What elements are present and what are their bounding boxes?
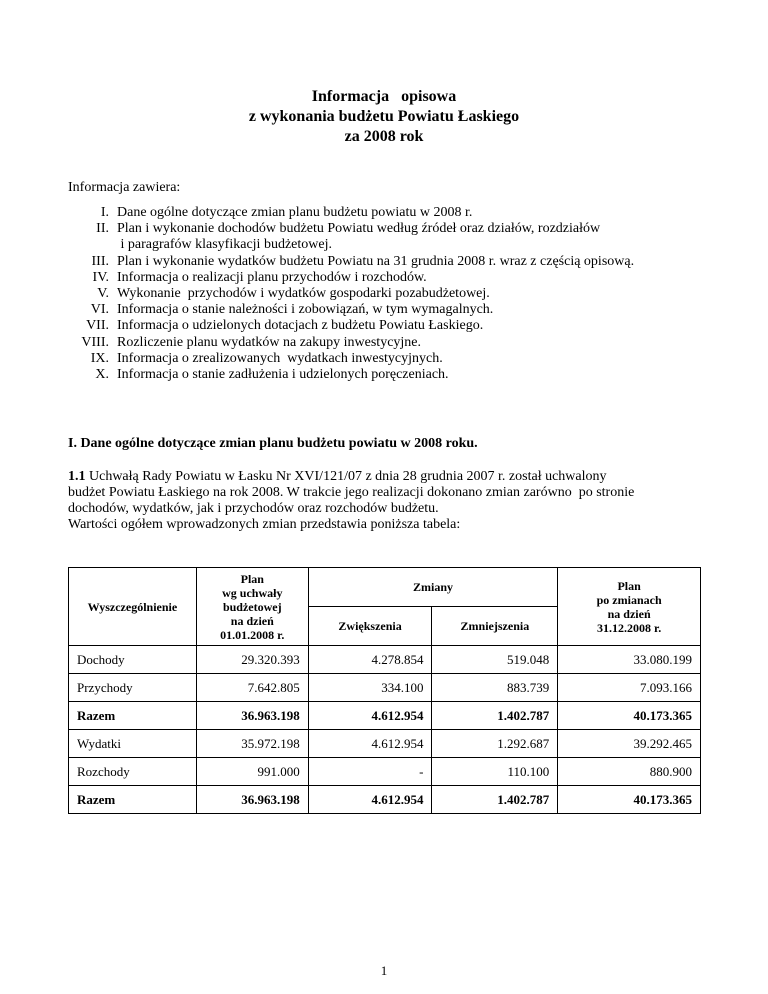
cell-plan: 36.963.198 [196,702,308,730]
cell-plan: 36.963.198 [196,786,308,814]
cell-label: Przychody [69,674,197,702]
cell-decrease: 519.048 [432,646,558,674]
toc-text: Plan i wykonanie dochodów budżetu Powiatu według źródeł oraz działów, rozdziałów [117,221,601,237]
table-row [69,758,701,786]
cell-decrease: 883.739 [432,674,558,702]
toc-item [60,270,717,286]
cell-plan: 991.000 [196,758,308,786]
header-plan-initial-l5: 01.01.2008 r. [220,627,285,642]
toc-item [60,221,717,237]
toc-text: Plan i wykonanie wydatków budżetu Powiatu na 31 grudnia 2008 r. wraz z częścią opisową. [117,253,635,269]
toc-text: i paragrafów klasyfikacji budżetowej. [117,237,332,253]
intro-text: Informacja zawiera: [68,180,181,195]
toc-item [60,351,717,367]
page-number: 1 [380,963,388,978]
toc-number: III. [91,253,109,269]
header-plan-after [558,568,701,646]
toc-number: IV. [92,269,109,285]
toc-item [60,335,717,351]
header-wyszczegolnienie: Wyszczególnienie [69,568,197,646]
paragraph-line-4: Wartości ogółem wprowadzonych zmian przedstawia poniższa tabela: [68,517,461,532]
toc-item [60,318,717,334]
title-line-2: z wykonania budżetu Powiatu Łaskiego [248,108,520,125]
cell-label: Rozchody [69,758,197,786]
paragraph-line-3: dochodów, wydatków, jak i przychodów oraz rozchodów budżetu. [68,501,439,516]
cell-after: 39.292.465 [558,730,701,758]
cell-label: Razem [69,786,197,814]
cell-after: 40.173.365 [558,786,701,814]
table-row-total [69,786,701,814]
header-zmniejszenia: Zmniejszenia [432,607,558,646]
cell-plan: 29.320.393 [196,646,308,674]
paragraph-text-1: Uchwałą Rady Powiatu w Łasku Nr XVI/121/07 z dnia 28 grudnia 2007 r. został uchwalony [85,469,607,484]
paragraph-line-1 [68,469,700,485]
cell-after: 33.080.199 [558,646,701,674]
table-row-total [69,702,701,730]
header-plan-initial-l2: wg uchwały [222,585,283,600]
document-title [0,87,768,147]
cell-increase: 334.100 [308,674,432,702]
toc-item [60,367,717,383]
header-plan-after-l3: na dzień [607,606,651,621]
cell-increase: - [308,758,432,786]
section-paragraph [68,469,700,533]
toc-text: Rozliczenie planu wydatków na zakupy inwestycyjne. [117,334,422,350]
toc-number: I. [100,205,109,220]
header-plan-initial-l1: Plan [240,571,264,586]
toc-item [60,254,717,270]
cell-decrease: 110.100 [432,758,558,786]
budget-changes-table [68,567,701,814]
toc-number: II. [96,221,109,237]
header-plan-after-l2: po zmianach [596,592,662,607]
cell-plan: 7.642.805 [196,674,308,702]
cell-increase: 4.612.954 [308,730,432,758]
header-plan-initial-l4: na dzień [230,613,274,628]
title-line-3: za 2008 rok [344,128,424,145]
toc-number: V. [97,286,109,302]
table-row [69,730,701,758]
toc-item [60,302,717,318]
section-heading: I. Dane ogólne dotyczące zmian planu budżetu powiatu w 2008 roku. [68,436,478,451]
header-plan-after-l1: Plan [617,578,641,593]
toc-number: X. [95,367,109,383]
table-row [69,674,701,702]
toc-text: Informacja o stanie zadłużenia i udzielonych poręczeniach. [117,367,449,383]
cell-after: 880.900 [558,758,701,786]
toc-text: Informacja o zrealizowanych wydatkach inwestycyjnych. [117,350,443,366]
cell-decrease: 1.292.687 [432,730,558,758]
toc-number: IX. [90,350,109,366]
toc-item [60,237,717,253]
toc-number: VIII. [81,334,109,350]
cell-after: 40.173.365 [558,702,701,730]
toc-number: VII. [86,318,109,334]
paragraph-line-2: budżet Powiatu Łaskiego na rok 2008. W trakcie jego realizacji dokonano zmian zarówno po stronie [68,485,635,500]
table-row [69,646,701,674]
header-plan-initial-l3: budżetowej [222,599,282,614]
paragraph-number: 1.1 [68,469,86,484]
toc-item [60,205,717,221]
toc-text: Dane ogólne dotyczące zmian planu budżetu powiatu w 2008 r. [117,205,473,220]
cell-label: Wydatki [69,730,197,758]
toc-text: Informacja o realizacji planu przychodów i rozchodów. [117,269,427,285]
toc-item [60,286,717,302]
cell-increase: 4.278.854 [308,646,432,674]
toc-number: VI. [90,302,109,318]
header-zwiekszenia: Zwiększenia [308,607,432,646]
header-zmiany: Zmiany [308,568,558,607]
cell-plan: 35.972.198 [196,730,308,758]
cell-label: Dochody [69,646,197,674]
title-line-1: Informacja opisowa [311,88,457,105]
table-header-row [69,568,701,607]
header-plan-initial [196,568,308,646]
cell-decrease: 1.402.787 [432,786,558,814]
toc-text: Wykonanie przychodów i wydatków gospodarki pozabudżetowej. [117,286,490,302]
cell-after: 7.093.166 [558,674,701,702]
cell-label: Razem [69,702,197,730]
cell-decrease: 1.402.787 [432,702,558,730]
table-of-contents [60,205,717,383]
cell-increase: 4.612.954 [308,786,432,814]
toc-text: Informacja o udzielonych dotacjach z budżetu Powiatu Łaskiego. [117,318,484,334]
header-plan-after-l4: 31.12.2008 r. [597,620,662,635]
toc-number [60,237,117,253]
toc-text: Informacja o stanie należności i zobowiązań, w tym wymagalnych. [117,302,494,318]
cell-increase: 4.612.954 [308,702,432,730]
